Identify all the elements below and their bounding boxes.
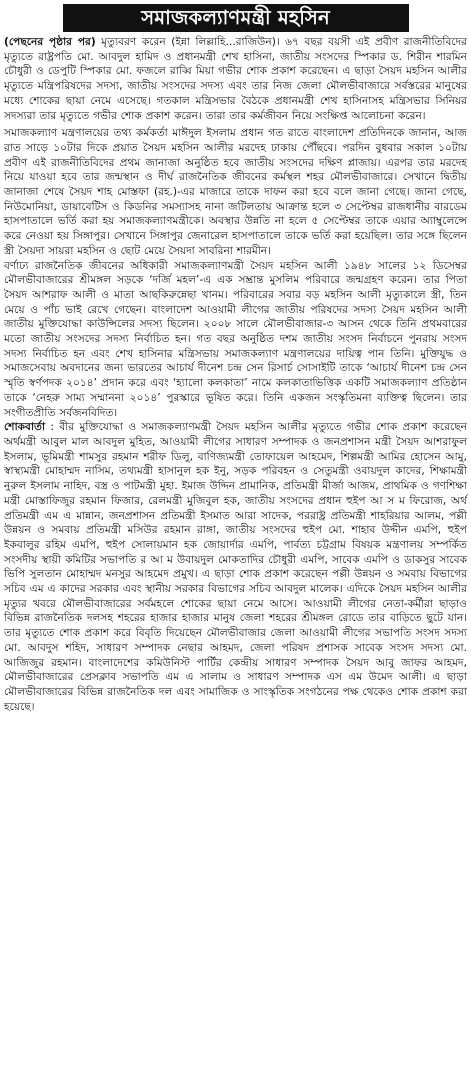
paragraph-3-text: বর্ণাঢ্য রাজনৈতিক জীবনের অধিকারী সমাজকল্যাণমন্ত্রী সৈয়দ মহসিন আলী ১৯৪৮ সালের ১২ ডিসেম্বর মৌলভীবাজারের শ্রীমঙ্গল সড়কে ‘দর্জি মহল’-এ এক সম্ভ্রান্ত মুসলিম পরিবারে জন্মগ্রহণ করেন। তার পিতা সৈয়দ আশরাফ আলী ও মাতা আছকিরুন্নেছা খানম। পরিবারের সবার বড় মহসিন আলী মৃত্যুকালে স্ত্রী, তিন মেয়ে ও পাঁচ ভাই রেখে গেছেন। বাংলাদেশ আওয়ামী লীগের জাতীয় পরিষদের সদস্য সৈয়দ মহসিন আলী জাতীয় মুক্তিযোদ্ধা কাউন্সিলের সদস্য ছিলেন। ২০০৮ সালে মৌলভীবাজার-৩ আসন থেকে তিনি প্রথমবারের মতো জাতীয় সংসদের সদস্য নির্বাচিত হন। গত বছর অনুষ্ঠিত দশম জাতীয় সংসদ নির্বাচনে পুনরায় সংসদ সদস্য নির্বাচিত হন এবং শেখ হাসিনার মন্ত্রিসভায় সমাজকল্যাণ মন্ত্রণালয়ের দায়িত্ব পান তিনি। মুক্তিযুদ্ধ ও সমাজসেবায় অবদানের জন্য ভারতের আচার্য দীনেশ চন্দ্র সেন রিসার্চ সোসাইটি তাকে ‘আচার্য দীনেশ চন্দ্র সেন স্মৃতি স্বর্ণপদক ২০১৪’ প্রদান করে এবং ‘হ্যালো কলকাতা’ নামে কলকাতাভিত্তিক একটি সমাজকল্যাণ প্রতিষ্ঠান তাকে ‘নেহরু সাম্য সম্মাননা ২০১৪’ পুরস্কারে ভূষিত করে। তিনি একজন সংস্কৃতিমনা ব্যক্তিত্ব ছিলেন। তার সংগীতপ্রীতি সর্বজনবিদিত। [4,259,467,419]
condolence-label: শোকবার্তা [4,421,46,434]
paragraph-3 [4,259,467,421]
paragraph-2 [4,126,467,258]
paragraph-1 [4,35,467,123]
paragraph-4-text: : বীর মুক্তিযোদ্ধা ও সমাজকল্যাণমন্ত্রী সৈয়দ মহসিন আলীর মৃত্যুতে গভীর শোক প্রকাশ করেছেন অর্থমন্ত্রী আবুল মাল আবদুল মুহিত, আওয়ামী লীগের সাধারণ সম্পাদক ও জনপ্রশাসন মন্ত্রী সৈয়দ আশরাফুল ইসলাম, ভূমিমন্ত্রী শামসুর রহমান শরীফ ডিলু, বাণিজ্যমন্ত্রী তোফায়েল আহমেদ, শিল্পমন্ত্রী আমির হোসেন আমু, স্বাস্থ্যমন্ত্রী মোহাম্মদ নাসিম, তথ্যমন্ত্রী হাসানুল হক ইনু, সড়ক পরিবহন ও সেতুমন্ত্রী ওবায়দুল কাদের, শিক্ষামন্ত্রী নুরুল ইসলাম নাহিদ, বস্ত্র ও পাটমন্ত্রী মুহা. ইমাজ উদ্দিন প্রামানিক, প্রতিমন্ত্রী মীর্জা আজম, প্রাথমিক ও গণশিক্ষা মন্ত্রী মোস্তাফিজুর রহমান ফিজার, রেলমন্ত্রী মুজিবুল হক, জাতীয় সংসদের প্রধান হুইপ আ স ম ফিরোজ, অর্থ প্রতিমন্ত্রী এম এ মান্নান, জনপ্রশাসন প্রতিমন্ত্রী ইসমাত আরা সাদেক, পররাষ্ট্র প্রতিমন্ত্রী শাহরিয়ার আলম, পল্লী উন্নয়ন ও সমবায় প্রতিমন্ত্রী মসিউর রহমান রাঙ্গা, জাতীয় সংসদের হুইপ মো. শাহাব উদ্দীন এমপি, হুইপ ইকবালুর রহিম এমপি, হুইপ সোলায়মান হক জোয়ার্দার এমপি, পার্বত্য চট্টগ্রাম বিষয়ক মন্ত্রণালয় সম্পর্কিত সংসদীয় স্থায়ী কমিটির সভাপতি র আ ম উবায়দুল মোকতাদির চৌধুরী এমপি, সাবেক এমপি ও ডাকসুর সাবেক ভিপি সুলতান মোহাম্মদ মনসুর আহমেদ প্রমুখ। এ ছাড়া শোক প্রকাশ করেছেন পল্লী উন্নয়ন ও সমবায় বিভাগের সচিব এম এ কাদের সরকার এবং স্থানীয় সরকার বিভাগের সচিব আবদুল মালেক। এদিকে সৈয়দ মহসিন আলীর মৃত্যুর খবরে মৌলভীবাজারের সর্বমহলে শোকের ছায়া নেমে আসে। আওয়ামী লীগের নেতা-কর্মীরা ছাড়াও বিভিন্ন রাজনৈতিক দলসহ শহরের হাজার হাজার মানুষ জেলা শহরের শ্রীমঙ্গল রোডে তার বাড়িতে ছুটে যান। তার মৃত্যুতে শোক প্রকাশ করে বিবৃতি দিয়েছেন মৌলভীবাজার জেলা আওয়ামী লীগের সভাপতি সংসদ সদস্য মো. আবদুস শহিদ, সাধারণ সম্পাদক নেছার আহমদ, জেলা পরিষদ প্রশাসক সাবেক সংসদ সদস্য মো. আজিজুর রহমান। বাংলাদেশের কমিউনিস্ট পার্টির কেন্দ্রীয় সাধারণ সম্পাদক সৈয়দ আবু জাফর আহমদ, মৌলভীবাজারের প্রেসক্লাব সভাপতি এম এ সালাম ও সাধারণ সম্পাদক এস এম উমেদ আলী। এ ছাড়া মৌলভীবাজারের বিভিন্ন রাজনৈতিক দল এবং সামাজিক ও সাংস্কৃতিক সংগঠনের পক্ষ থেকেও শোক প্রকাশ করা হয়েছে। [4,421,467,713]
paragraph-4 [4,420,467,714]
jump-label: (পেছনের পৃষ্ঠার পর) [4,36,96,48]
paragraph-2-text: সমাজকল্যাণ মন্ত্রণালয়ের তথ্য কর্মকর্তা মাঈদুল ইসলাম প্রধান গত রাতে বাংলাদেশ প্রতিদিনকে জানান, আজ রাত সাড়ে ১০টার দিকে প্রয়াত সৈয়দ মহসিন আলীর মরদেহ ঢাকায় পৌঁছবে। পরদিন বুধবার সকাল ১০টায় প্রবীণ এই রাজনীতিবিদের প্রথম জানাজা অনুষ্ঠিত হবে জাতীয় সংসদের দক্ষিণ প্লাজায়। এরপর তার মরদেহ নিয়ে যাওয়া হবে তার জন্মস্থান ও দীর্ঘ রাজনৈতিক জীবনের কর্মস্থল শহর মৌলভীবাজারে। সেখানে দ্বিতীয় জানাজা শেষে সৈয়দ শাহ মোস্তফা (রহ.)-এর মাজারে তাকে দাফন করা হবে বলে জানা গেছে। জানা গেছে, নিউমোনিয়া, ডায়াবেটিস ও কিডনির সমস্যাসহ নানা জটিলতায় আক্রান্ত হলে ৩ সেপ্টেম্বর রাজধানীর বারডেম হাসপাতালে ভর্তি করা হয় সমাজকল্যাণমন্ত্রীকে। অবস্থার উন্নতি না হলে ৫ সেপ্টেম্বর তাকে এয়ার অ্যাম্বুলেন্সে করে নেওয়া হয় সিঙ্গাপুর। সেখানে সিঙ্গাপুর জেনারেল হাসপাতালে তাকে ভর্তি করা হয়েছিল। তার সঙ্গে ছিলেন স্ত্রী সৈয়দা সায়রা মহসিন ও ছোট মেয়ে সৈয়দা সাবরিনা শারমীন। [4,127,467,257]
paragraph-1-text: মৃত্যুবরণ করেন (ইন্না লিল্লাহি...রাজিউন)। ৬৭ বছর বয়সী এই প্রবীণ রাজনীতিবিদের মৃত্যুতে রাষ্ট্রপতি মো. আবদুল হামিদ ও প্রধানমন্ত্রী শেখ হাসিনা, জাতীয় সংসদের স্পিকার ড. শিরীন শারমিন চৌধুরী ও ডেপুটি স্পিকার মো. ফজলে রাব্বি মিয়া গভীর শোক প্রকাশ করেছেন। এ ছাড়া সৈয়দ মহসিন আলীর মৃত্যুতে মন্ত্রিপরিষদের সদস্য, জাতীয় সংসদের সদস্য এবং তার নিজ জেলা মৌলভীবাজারে সর্বস্তরের মানুষের মধ্যে শোকের ছায়া নেমে এসেছে। গতকাল মন্ত্রিসভার বৈঠকে প্রধানমন্ত্রী শেখ হাসিনাসহ মন্ত্রিসভার সিনিয়র সদস্যরা তার মৃত্যুতে গভীর শোক প্রকাশ করেন। তারা তার কর্মজীবন নিয়ে সংক্ষিপ্ত আলোচনা করেন। [4,36,468,122]
headline: সমাজকল্যাণমন্ত্রী মহসিন [63,4,409,32]
